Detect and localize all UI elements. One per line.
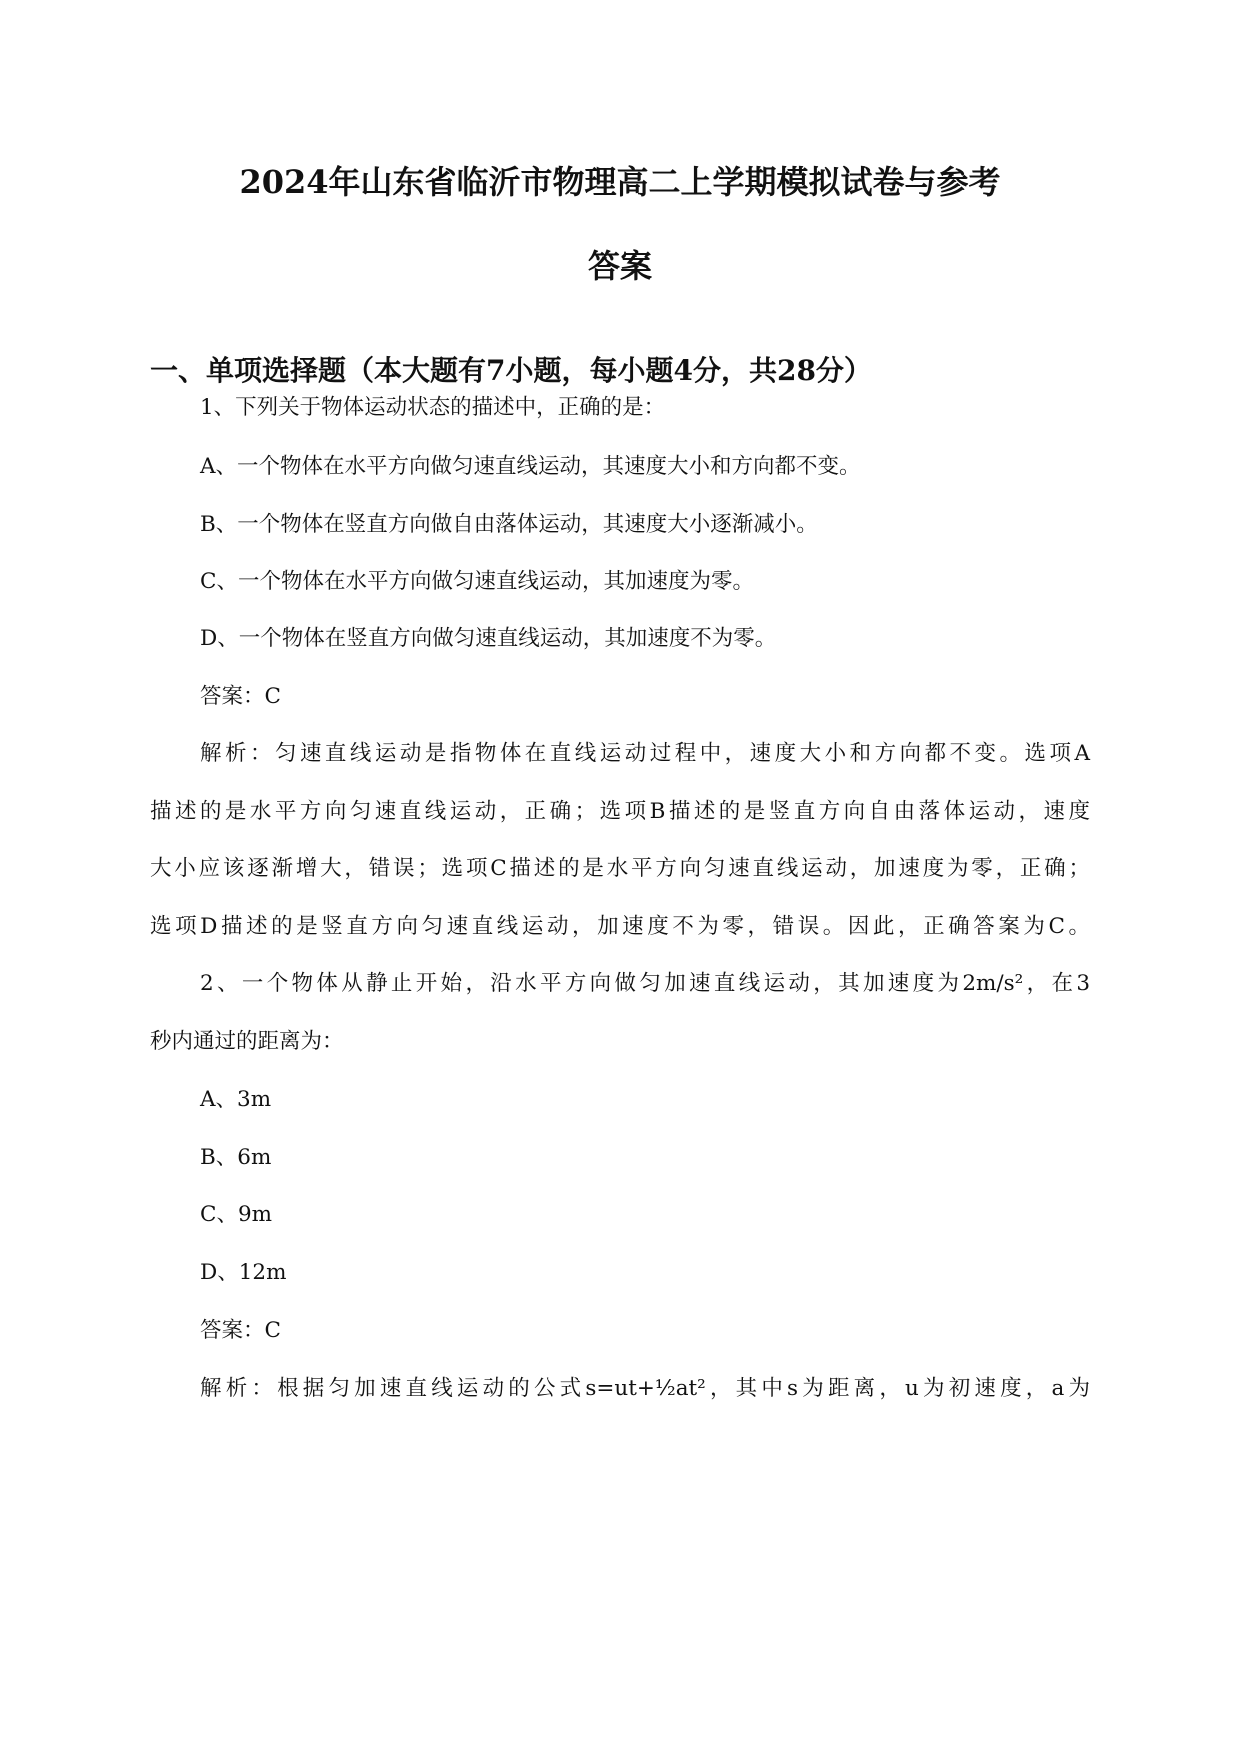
- document-title-line-2: 答案: [587, 247, 652, 285]
- document-title-line-1: 2024年山东省临沂市物理高二上学期模拟试卷与参考: [239, 163, 1001, 201]
- question-1-explanation-line-1: 解析：匀速直线运动是指物体在直线运动过程中，速度大小和方向都不变。选项A: [200, 741, 1090, 766]
- question-2-answer: 答案：C: [200, 1318, 281, 1343]
- question-1-explanation-line-2: 描述的是水平方向匀速直线运动，正确；选项B描述的是竖直方向自由落体运动，速度: [150, 799, 1090, 824]
- question-2-stem-line-2: 秒内通过的距离为：: [150, 1029, 344, 1054]
- question-1-stem: 1、下列关于物体运动状态的描述中，正确的是：: [200, 395, 666, 420]
- question-1-option-c: C、一个物体在水平方向做匀速直线运动，其加速度为零。: [200, 569, 754, 594]
- question-1-answer: 答案：C: [200, 684, 281, 709]
- question-1-option-b: B、一个物体在竖直方向做自由落体运动，其速度大小逐渐减小。: [200, 512, 818, 537]
- question-2-option-a: A、3m: [200, 1087, 272, 1112]
- question-2-option-b: B、6m: [200, 1145, 272, 1170]
- question-2-option-c: C、9m: [200, 1202, 273, 1227]
- question-2-explanation-line-1: 解析：根据匀加速直线运动的公式s=ut+½at²，其中s为距离，u为初速度，a为: [200, 1376, 1090, 1401]
- question-1-explanation-line-4: 选项D描述的是竖直方向匀速直线运动，加速度不为零，错误。因此，正确答案为C。: [150, 914, 1090, 939]
- question-1-explanation-line-3: 大小应该逐渐增大，错误；选项C描述的是水平方向匀速直线运动，加速度为零，正确；: [150, 856, 1090, 881]
- question-2-option-d: D、12m: [200, 1260, 287, 1285]
- question-2-stem-line-1: 2、一个物体从静止开始，沿水平方向做匀加速直线运动，其加速度为2m/s²，在3: [200, 971, 1090, 996]
- question-1-option-d: D、一个物体在竖直方向做匀速直线运动，其加速度不为零。: [200, 626, 777, 651]
- question-1-option-a: A、一个物体在水平方向做匀速直线运动，其速度大小和方向都不变。: [200, 454, 861, 479]
- section-heading: 一、单项选择题（本大题有7小题，每小题4分，共28分）: [150, 354, 872, 387]
